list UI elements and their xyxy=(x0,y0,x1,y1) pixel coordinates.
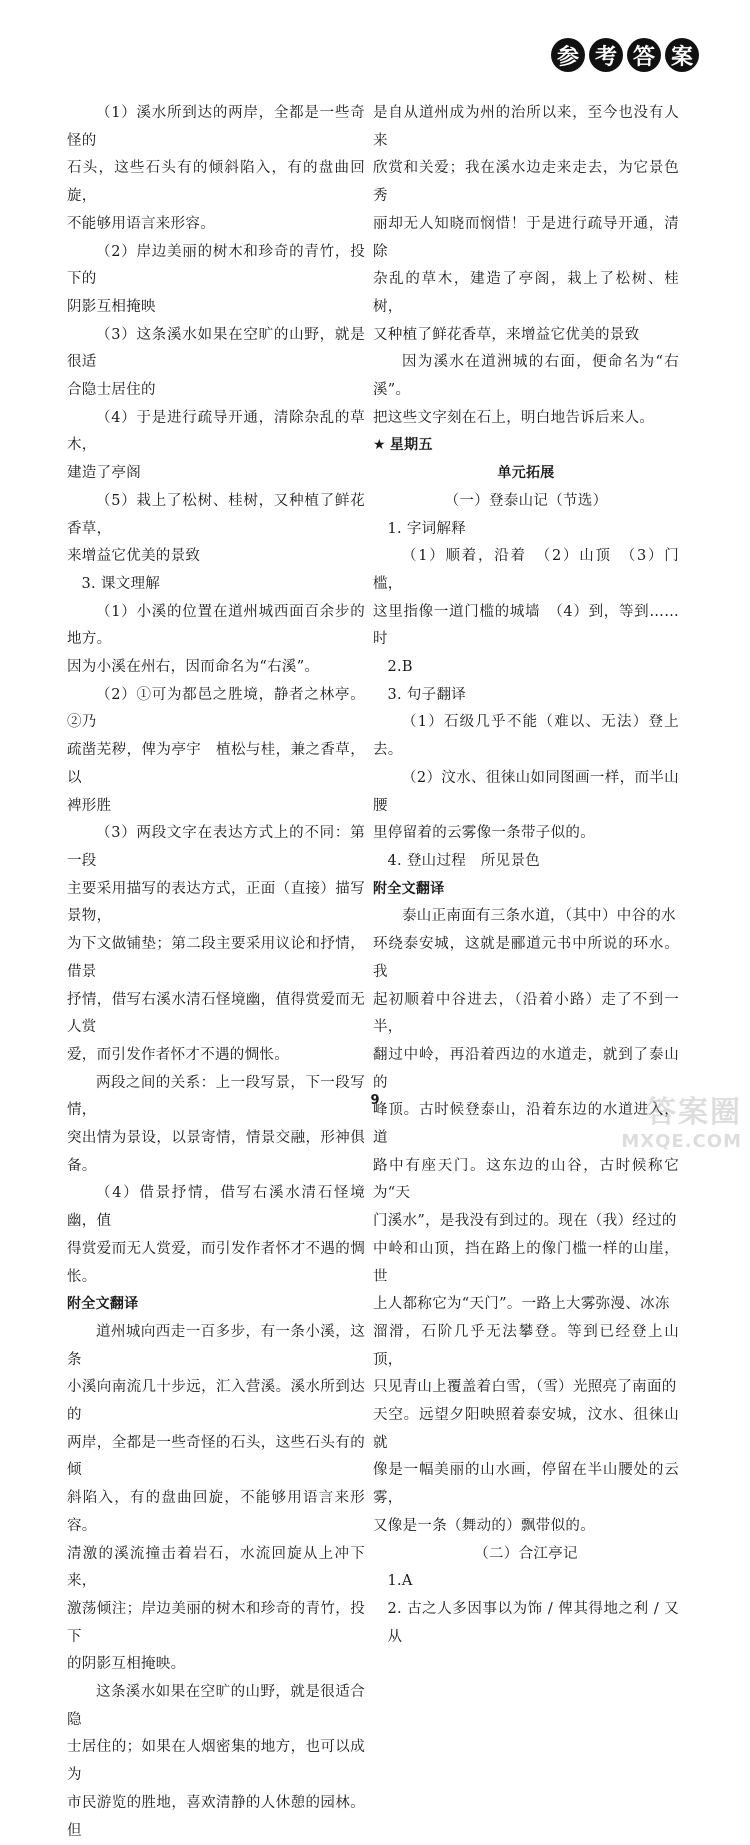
watermark-logo-text: 答案圈 xyxy=(646,1095,742,1130)
text-line: 士居住的；如果在人烟密集的地方，也可以成为 xyxy=(67,1739,365,1784)
star-icon: ★ xyxy=(373,437,386,454)
section-heading: 3. 句子翻译 xyxy=(387,686,467,703)
badge-char: 考 xyxy=(589,38,623,72)
text-line: 4. 登山过程 所见景色 xyxy=(387,852,541,869)
text-line: 合隐士居住的 xyxy=(67,382,156,399)
answer-key-badge xyxy=(551,38,699,72)
text-line: 突出情为景设，以景寄情，情景交融，形神俱备。 xyxy=(67,1130,365,1174)
text-line: 2. 古之人多因事以为饰 / 俾其得地之利 / 又从 xyxy=(387,1600,679,1645)
right-column xyxy=(373,100,679,1651)
passage-title: （二）合江亭记 xyxy=(474,1545,578,1562)
text-line: 天空。远望夕阳映照着泰安城，汶水、徂徕山就 xyxy=(373,1407,679,1451)
text-line: 主要采用描写的表达方式，正面（直接）描写景物， xyxy=(67,880,365,925)
text-line: （4）于是进行疏导开通，清除杂乱的草木， xyxy=(67,409,365,454)
text-line: （2）汶水、徂徕山如同图画一样，而半山腰 xyxy=(373,769,679,814)
badge-char: 参 xyxy=(551,38,585,72)
page-number: 9 xyxy=(370,1093,380,1108)
text-line: 泰山正南面有三条水道，（其中）中谷的水 xyxy=(402,908,676,925)
text-line: （4）借景抒情，借写右溪水清石怪境幽，值 xyxy=(67,1185,365,1230)
text-line: 杂乱的草木，建造了亭阁，栽上了松树、桂树， xyxy=(373,271,679,315)
text-line: 疏凿芜秽，俾为亭宇 植松与桂，兼之香草，以 xyxy=(67,742,365,786)
text-line: （5）栽上了松树、桂树，又种植了鲜花香草， xyxy=(67,492,365,537)
text-line: 2.B xyxy=(387,659,413,676)
text-line: 只见青山上覆盖着白雪，（雪）光照亮了南面的 xyxy=(373,1379,677,1396)
text-line: 像是一幅美丽的山水画，停留在半山腰处的云雾， xyxy=(373,1462,679,1507)
text-line: 激荡倾注；岸边美丽的树木和珍奇的青竹，投下 xyxy=(67,1600,365,1645)
badge-char: 答 xyxy=(627,38,661,72)
text-line: （3）两段文字在表达方式上的不同：第一段 xyxy=(67,825,365,869)
text-line: 因为溪水在道洲城的右面，便命名为“右溪”。 xyxy=(373,354,679,399)
text-line: 两段之间的关系：上一段写景，下一段写情， xyxy=(67,1074,365,1119)
text-line: （3）这条溪水如果在空旷的山野，就是很适 xyxy=(67,326,365,371)
translation-heading: 附全文翻译 xyxy=(373,880,445,897)
section-heading: 3. 课文理解 xyxy=(81,575,161,592)
site-watermark xyxy=(592,1087,742,1152)
text-line: 是自从道州成为州的治所以来，至今也没有人来 xyxy=(373,105,679,149)
day-heading-label: 星期五 xyxy=(389,437,433,454)
text-line: 爱，而引发作者怀才不遇的惆怅。 xyxy=(67,1046,289,1063)
text-line: 这里指像一道门槛的城墙 （4）到，等到……时 xyxy=(373,603,679,648)
text-line: 阴影互相掩映 xyxy=(67,298,156,315)
text-line: 小溪向南流几十步远，汇入营溪。溪水所到达的 xyxy=(67,1379,365,1424)
text-line: 里停留着的云雾像一条带子似的。 xyxy=(373,825,595,842)
text-line: 道州城向西走一百多步，有一条小溪，这条 xyxy=(67,1323,365,1368)
unit-heading: 单元拓展 xyxy=(497,465,555,482)
text-line: 中岭和山顶，挡在路上的像门槛一样的山崖，世 xyxy=(373,1240,679,1285)
text-line: 为下文做铺垫；第二段主要采用议论和抒情，借景 xyxy=(67,936,365,980)
text-line: 上人都称它为“天门”。一路上大雾弥漫、冰冻 xyxy=(373,1296,670,1313)
text-line: （2）①可为都邑之胜境，静者之林亭。②乃 xyxy=(67,686,365,731)
badge-char: 案 xyxy=(665,38,699,72)
left-column xyxy=(67,100,365,1845)
text-line: （1）溪水所到达的两岸，全都是一些奇怪的 xyxy=(67,105,365,149)
text-line: 石头，这些石头有的倾斜陷入，有的盘曲回旋， xyxy=(67,160,365,205)
text-line: 翻过中岭，再沿着西边的水道走，就到了泰山的 xyxy=(373,1046,679,1091)
text-line: 环绕泰安城，这就是郦道元书中所说的环水。我 xyxy=(373,936,679,980)
text-line: （2）岸边美丽的树木和珍奇的青竹，投下的 xyxy=(67,243,365,288)
text-line: 建造了亭阁 xyxy=(67,465,141,482)
text-line: 得赏爱而无人赏爱，而引发作者怀才不遇的惆怅。 xyxy=(67,1240,365,1285)
text-line: 市民游览的胜地，喜欢清静的人休憩的园林。但 xyxy=(67,1794,365,1839)
text-line: 来增益它优美的景致 xyxy=(67,548,201,565)
text-line: 清激的溪流撞击着岩石，水流回旋从上冲下来， xyxy=(67,1545,365,1590)
text-line: 峰顶。古时候登泰山，沿着东边的水道进入，道 xyxy=(373,1102,679,1147)
text-line: 这条溪水如果在空旷的山野，就是很适合隐 xyxy=(67,1684,365,1728)
watermark-url: MXQE.COM xyxy=(621,1131,742,1152)
text-line: 抒情，借写右溪水清石怪境幽，值得赏爱而无人赏 xyxy=(67,991,365,1036)
text-line: 路中有座天门。这东边的山谷，古时候称它为“天 xyxy=(373,1157,679,1202)
text-line: 把这些文字刻在石上，明白地告诉后来人。 xyxy=(373,409,655,426)
text-line: 不能够用语言来形容。 xyxy=(67,215,215,232)
text-line: 的阴影互相掩映。 xyxy=(67,1656,186,1673)
text-line: （1）顺着，沿着 （2）山顶 （3）门槛， xyxy=(373,548,679,592)
text-line: 门溪水”，是我没有到过的。现在（我）经过的 xyxy=(373,1213,677,1230)
text-line: 因为小溪在州右，因而命名为“右溪”。 xyxy=(67,659,320,676)
text-line: 裨形胜 xyxy=(67,797,112,814)
text-line: 溜滑，石阶几乎无法攀登。等到已经登上山顶， xyxy=(373,1323,679,1368)
text-line: 起初顺着中谷进去，（沿着小路）走了不到一半， xyxy=(373,991,679,1036)
text-line: 两岸，全都是一些奇怪的石头，这些石头有的倾 xyxy=(67,1434,365,1479)
text-line: 又种植了鲜花香草，来增益它优美的景致 xyxy=(373,326,640,343)
text-line: （1）石级几乎不能（难以、无法）登上去。 xyxy=(373,714,679,759)
text-line: 欣赏和关爱；我在溪水边走来走去，为它景色秀 xyxy=(373,160,679,205)
text-line: （1）小溪的位置在道州城西面百余步的地方。 xyxy=(67,603,365,648)
text-line: 1.A xyxy=(387,1573,413,1590)
passage-title: （一）登泰山记（节选） xyxy=(444,492,608,509)
day-heading xyxy=(373,432,679,460)
text-line: 丽却无人知晓而悯惜！于是进行疏导开通，清除 xyxy=(373,215,679,260)
text-line: 又像是一条（舞动的）飘带似的。 xyxy=(373,1517,595,1534)
translation-heading: 附全文翻译 xyxy=(67,1296,139,1313)
text-line: 斜陷入，有的盘曲回旋，不能够用语言来形容。 xyxy=(67,1490,365,1534)
section-heading: 1. 字词解释 xyxy=(387,520,467,537)
